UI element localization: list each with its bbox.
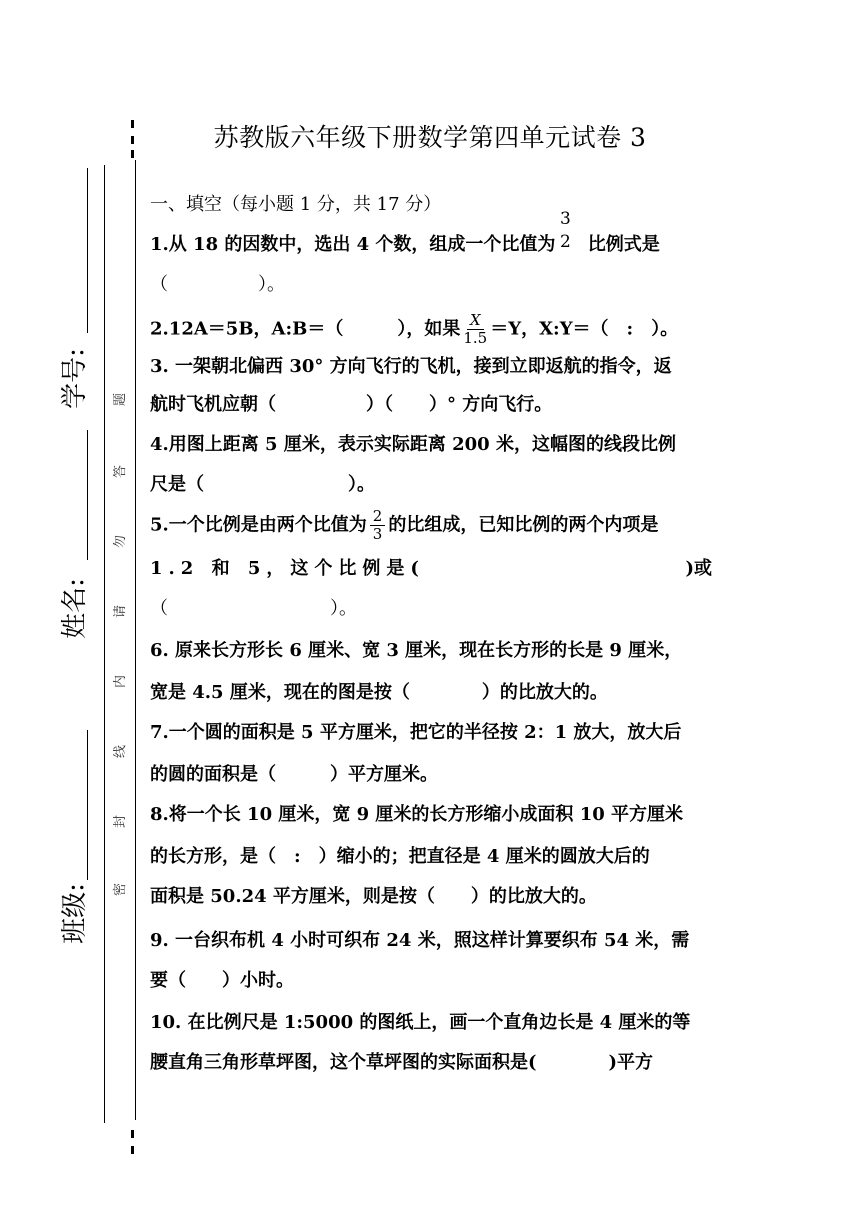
section-heading: 一、填空（每小题 1 分，共 17 分） xyxy=(150,194,442,215)
seal-char: 请 xyxy=(113,604,129,619)
question-5: 5.一个比例是由两个比值为 $\frac{2}{3}$ 的比组成，已知比例的两个内项是 xyxy=(150,507,659,543)
question-7: 7.一个圆的面积是 5 平方厘米，把它的半径按 2：1 放大，放大后 xyxy=(150,722,682,743)
cut-mark-top xyxy=(131,150,134,158)
seal-char: 答 xyxy=(113,464,129,479)
cut-mark-bottom xyxy=(131,1130,134,1138)
seal-char: 封 xyxy=(113,814,129,829)
question-5-answer: （ ）。 xyxy=(150,598,357,619)
question-2: 2.12A＝5B，A:B＝（ ），如果 $\frac{X}{1.5}$ ＝Y，X:Y＝（ : ）。 xyxy=(150,311,679,347)
name-underline xyxy=(87,430,88,560)
question-9-cont: 要（ ）小时。 xyxy=(150,970,294,991)
question-3-cont: 航时飞机应朝（ ）（ ）° 方向飞行。 xyxy=(150,394,553,415)
class-label: 班级: xyxy=(59,883,90,944)
binding-line xyxy=(135,160,136,1120)
question-7-cont: 的圆的面积是（ ）平方厘米。 xyxy=(150,764,438,785)
question-5-cont: 1.2 和 5，这个比例是( )或 xyxy=(150,558,712,579)
fraction: $\frac{X}{1.5}$ xyxy=(463,311,488,347)
seal-char: 线 xyxy=(113,744,129,759)
question-8-cont: 面积是 50.24 平方厘米，则是按（ ）的比放大的。 xyxy=(150,886,597,907)
question-8-cont: 的长方形，是（ : ）缩小的；把直径是 4 厘米的圆放大后的 xyxy=(150,846,650,867)
question-3: 3. 一架朝北偏西 30° 方向飞行的飞机，接到立即返航的指令，返 xyxy=(150,356,672,377)
question-10-cont: 腰直角三角形草坪图，这个草坪图的实际面积是( )平方 xyxy=(150,1052,654,1073)
question-1-answer: （ ）。 xyxy=(150,274,285,295)
question-6: 6. 原来长方形长 6 厘米、宽 3 厘米，现在长方形的长是 9 厘米， xyxy=(150,640,683,661)
fraction: $\frac{2}{3}$ xyxy=(370,508,386,543)
seal-char: 密 xyxy=(113,882,129,897)
class-underline xyxy=(87,730,88,880)
cut-mark-top xyxy=(131,136,134,144)
seal-char: 题 xyxy=(113,392,129,407)
question-10: 10. 在比例尺是 1:5000 的图纸上，画一个直角边长是 4 厘米的等 xyxy=(150,1012,691,1033)
student-id-label: 学号: xyxy=(59,348,90,409)
page-title: 苏教版六年级下册数学第四单元试卷 3 xyxy=(213,123,647,152)
fraction: 3 2 xyxy=(560,209,571,252)
question-4: 4.用图上距离 5 厘米，表示实际距离 200 米，这幅图的线段比例 xyxy=(150,434,676,455)
question-8: 8.将一个长 10 厘米，宽 9 厘米的长方形缩小成面积 10 平方厘米 xyxy=(150,804,684,825)
seal-char: 内 xyxy=(113,674,129,689)
question-6-cont: 宽是 4.5 厘米，现在的图是按（ ）的比放大的。 xyxy=(150,682,608,703)
margin-line xyxy=(104,165,105,1123)
cut-mark-bottom xyxy=(131,1146,134,1154)
question-1: 1.从 18 的因数中，选出 4 个数，组成一个比值为 3 2 比例式是 xyxy=(150,209,660,255)
question-4-cont: 尺是（ ）。 xyxy=(150,474,375,495)
question-9: 9. 一台织布机 4 小时可织布 24 米，照这样计算要织布 54 米，需 xyxy=(150,930,690,951)
name-label: 姓名: xyxy=(59,578,90,639)
seal-char: 勿 xyxy=(113,534,129,549)
student-id-underline xyxy=(87,168,88,333)
cut-mark-top xyxy=(131,120,134,128)
